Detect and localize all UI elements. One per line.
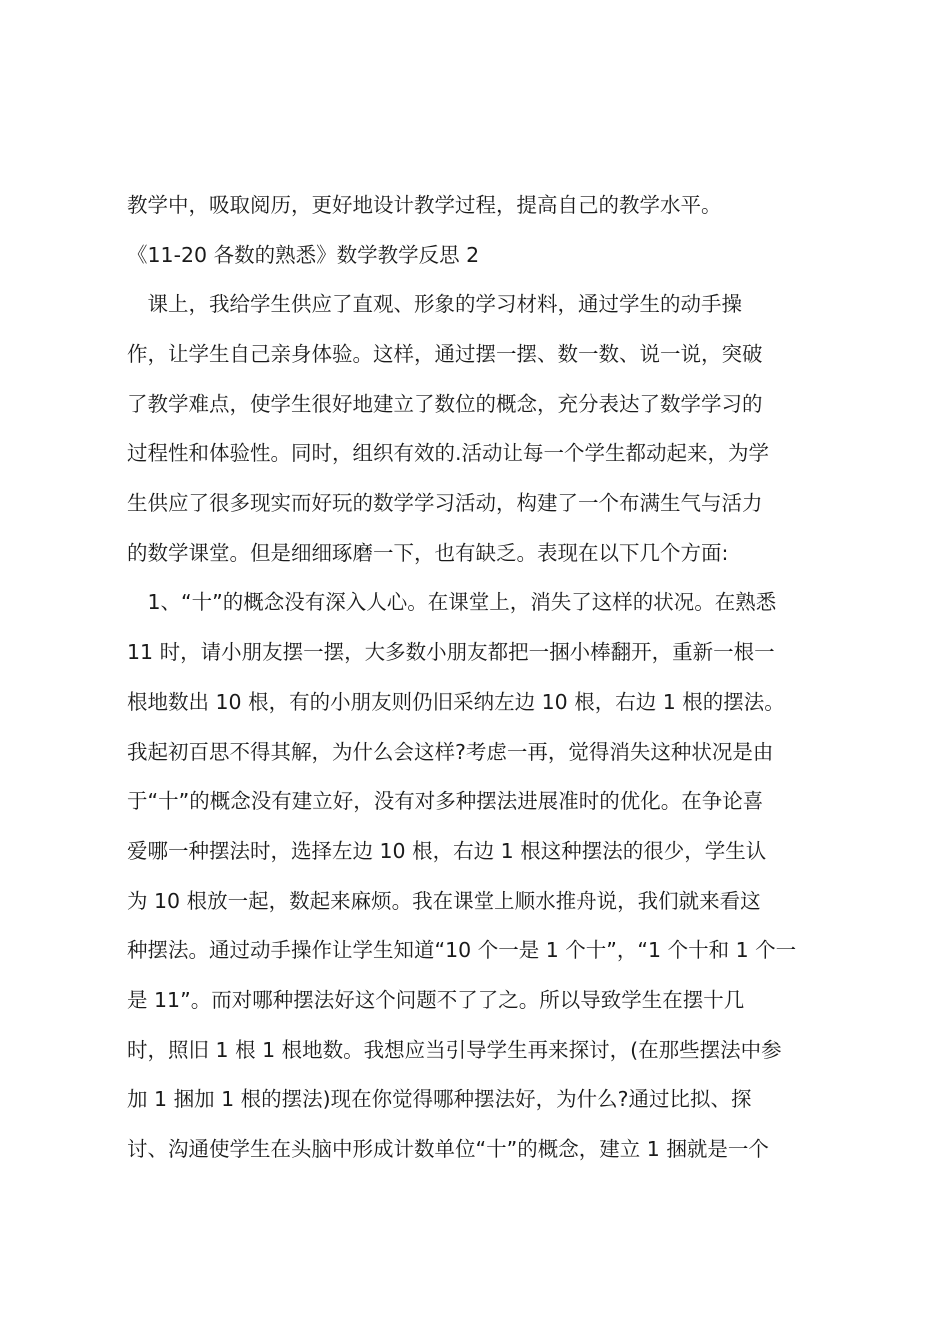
text-line: 讨、沟通使学生在头脑中形成计数单位“十”的概念，建立 1 捆就是一个 [127,1137,769,1161]
text-line: 生供应了很多现实而好玩的数学学习活动，构建了一个布满生气与活力 [127,491,763,515]
text-line: 作，让学生自己亲身体验。这样，通过摆一摆、数一数、说一说，突破 [127,342,763,366]
text-line: 加 1 捆加 1 根的摆法)现在你觉得哪种摆法好，为什么?通过比拟、探 [127,1087,752,1111]
text-line: 根地数出 10 根，有的小朋友则仍旧采纳左边 10 根，右边 1 根的摆法。 [127,690,785,714]
text-line: 课上，我给学生供应了直观、形象的学习材料，通过学生的动手操 [127,292,742,316]
text-line: 1、“十”的概念没有深入人心。在课堂上，消失了这样的状况。在熟悉 [127,590,777,614]
text-line: 的数学课堂。但是细细琢磨一下，也有缺乏。表现在以下几个方面: [127,541,729,565]
text-line: 爱哪一种摆法时，选择左边 10 根，右边 1 根这种摆法的很少，学生认 [127,839,767,863]
text-line: 种摆法。通过动手操作让学生知道“10 个一是 1 个十”，“1 个十和 1 个一 [127,938,797,962]
text-line: 是 11”。而对哪种摆法好这个问题不了了之。所以导致学生在摆十几 [127,988,745,1012]
text-line: 了教学难点，使学生很好地建立了数位的概念，充分表达了数学学习的 [127,392,763,416]
text-line: 11 时，请小朋友摆一摆，大多数小朋友都把一捆小棒翻开，重新一根一 [127,640,775,664]
text-line: 时，照旧 1 根 1 根地数。我想应当引导学生再来探讨，(在那些摆法中参 [127,1038,782,1062]
text-line: 为 10 根放一起，数起来麻烦。我在课堂上顺水推舟说，我们就来看这 [127,889,761,913]
section-title: 《11-20 各数的熟悉》数学教学反思 2 [127,243,480,267]
text-line: 我起初百思不得其解，为什么会这样?考虑一再，觉得消失这种状况是由 [127,740,774,764]
text-line: 教学中，吸取阅历，更好地设计教学过程，提高自己的教学水平。 [127,193,722,217]
text-line: 于“十”的概念没有建立好，没有对多种摆法进展准时的优化。在争论喜 [127,789,764,813]
text-line: 过程性和体验性。同时，组织有效的.活动让每一个学生都动起来，为学 [127,441,770,465]
